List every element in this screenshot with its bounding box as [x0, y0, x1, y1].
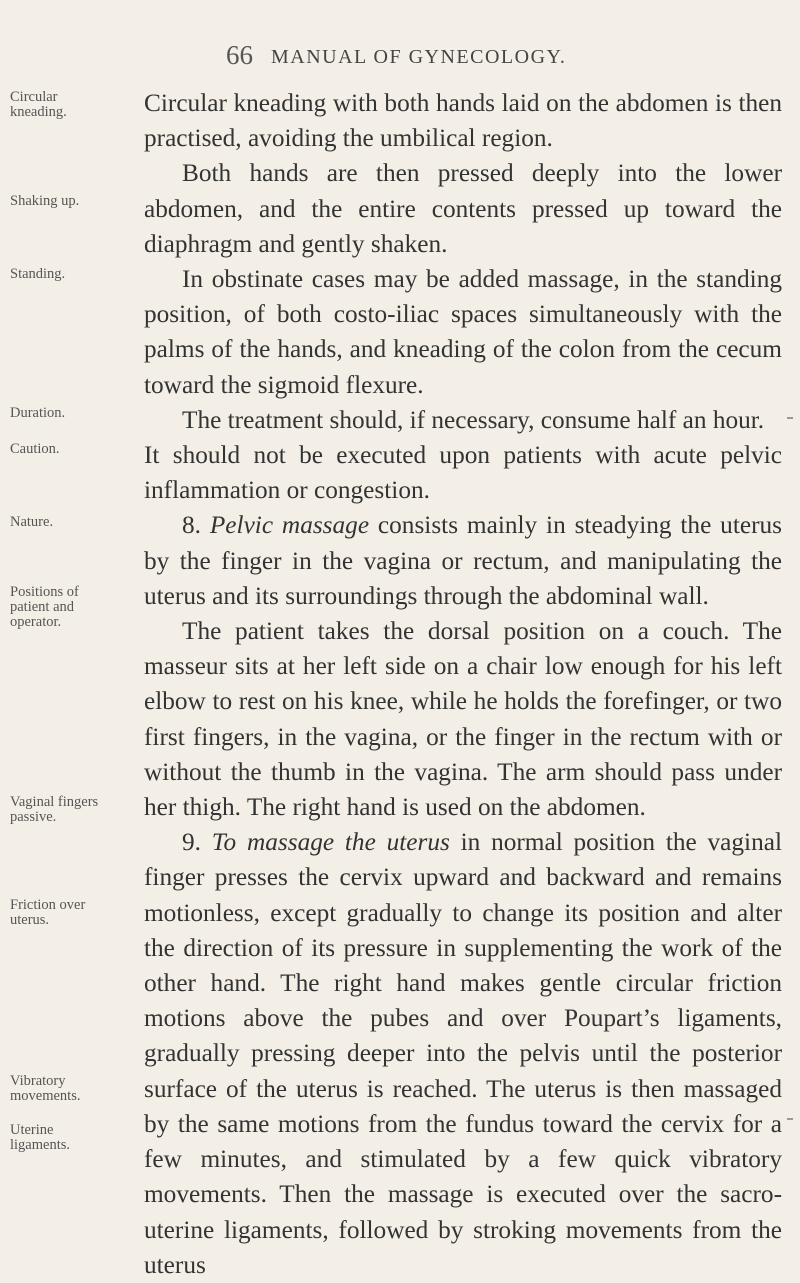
margin-note-circular-kneading: Circular kneading. [10, 89, 67, 120]
margin-note-caution: Caution. [10, 441, 60, 457]
margin-note-standing: Standing. [10, 266, 66, 282]
section-term: Pelvic massage [209, 511, 370, 540]
section-number: 9. [182, 828, 201, 857]
paragraph: In obstinate cases may be added massage, in the standing position, of both costo-iliac spaces simultaneously with the palms of the hands, and kneading of the colon from the cecum toward the sigmoid flexure. [144, 265, 782, 399]
running-title: MANUAL OF GYNECOLOGY. [271, 46, 567, 68]
paragraph-text: in normal position the vaginal finger presses the cervix upward and backward and remains motionless, except gradually to change its position and alter the direction of its pressure in supplementing the work of the other hand. The right hand makes gentle circular friction motions above the pubes and over Poupart’s ligaments, gradually pressing deeper into the pelvis until the posterior surface of the uterus is reached. The uterus is then massaged by the same motions from the fundus toward the cervix for a few minutes, and stimulated by a few quick vibratory movements. Then the massage is executed over the sacro-uterine ligaments, followed by stroking movements from the uterus [144, 828, 782, 1279]
paragraph-text: consists mainly in steadying the uterus by the finger in the vagina or rectum, and manipulating the uterus and its surroundings through the abdominal wall. [144, 511, 782, 610]
paragraph: The treatment should, if necessary, consume half an hour. [182, 405, 765, 434]
paragraph: Circular kneading with both hands laid on the abdomen is then practised, avoiding the umbilical region. [144, 89, 782, 153]
margin-note-duration: Duration. [10, 405, 66, 421]
margin-note-shaking-up: Shaking up. [10, 193, 80, 209]
paragraph-uterus-massage [144, 825, 782, 1283]
margin-note-nature: Nature. [10, 514, 54, 530]
margin-note-positions: Positions of patient and operator. [10, 584, 79, 630]
paragraph-pelvic-massage [144, 508, 782, 614]
paragraph: The patient takes the dorsal position on a couch. The masseur sits at her left side on a chair low enough for his left elbow to rest on his knee, while he holds the forefinger, or two first fingers, in the vagina, or the finger in the rectum with or without the thumb in the vagina. The arm should pass under her thigh. The right hand is used on the abdomen. [144, 617, 782, 822]
section-term: To massage the uterus [211, 828, 450, 857]
paragraph: It should not be executed upon patients with acute pelvic inflammation or congestion. [144, 441, 782, 505]
margin-note-vibratory: Vibratory movements. [10, 1073, 81, 1104]
margin-note-friction: Friction over uterus. [10, 897, 86, 928]
margin-tick [787, 1118, 793, 1120]
page-header [0, 40, 800, 76]
paragraph: Both hands are then pressed deeply into the lower abdomen, and the entire contents pressed up toward the diaphragm and gently shaken. [144, 159, 782, 258]
body-text [144, 86, 782, 1283]
section-number: 8. [182, 511, 201, 540]
margin-note-vaginal-fingers: Vaginal fingers passive. [10, 794, 99, 825]
page-number: 66 [226, 40, 253, 70]
margin-tick [787, 417, 793, 419]
margin-note-uterine-ligaments: Uterine ligaments. [10, 1122, 71, 1153]
